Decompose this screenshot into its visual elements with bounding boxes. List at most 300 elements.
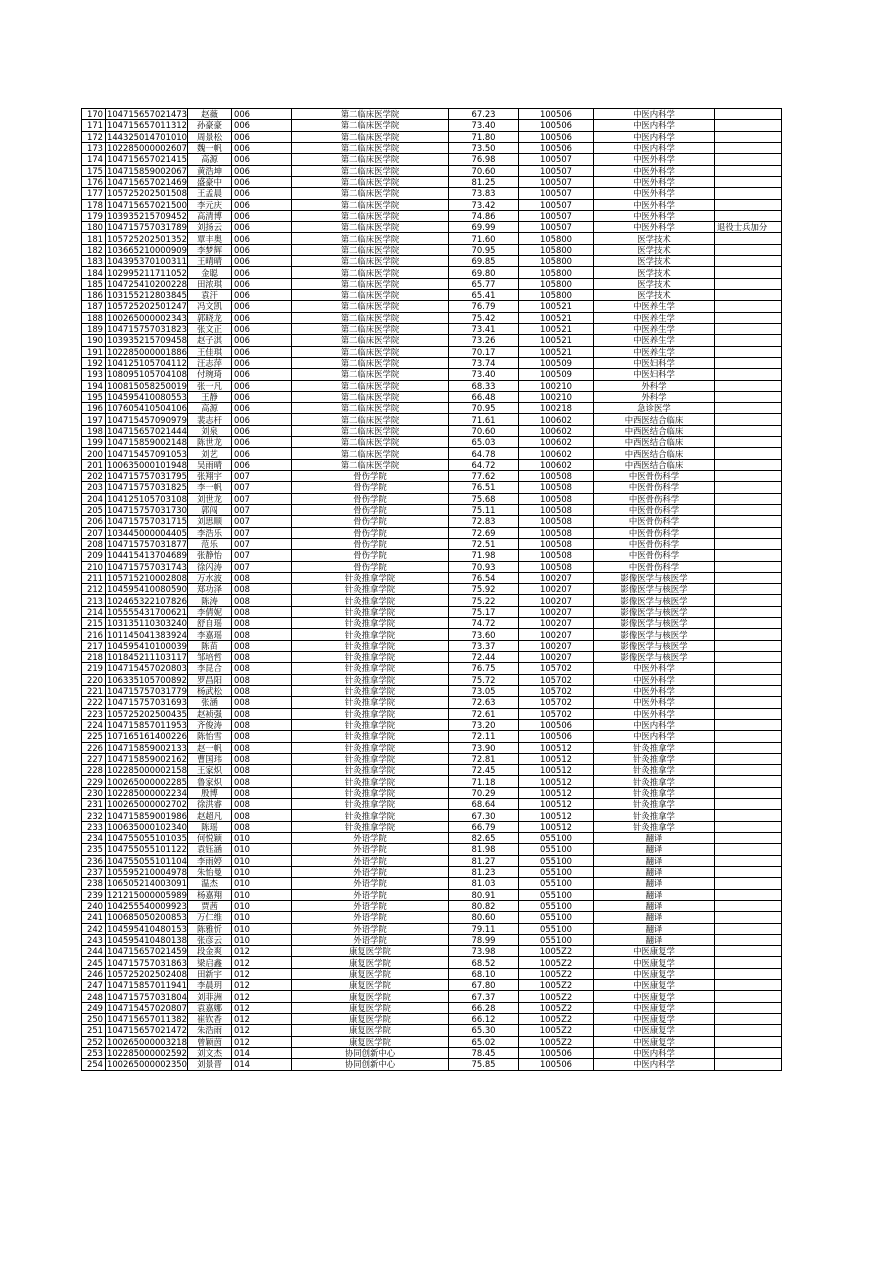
remark-cell — [715, 425, 782, 436]
score-cell: 65.77 — [449, 278, 519, 289]
row-number-cell: 194 — [82, 380, 106, 391]
college-code-cell: 008 — [232, 708, 292, 719]
remark-cell — [715, 663, 782, 674]
major-code-cell: 100207 — [519, 618, 594, 629]
major-code-cell: 100508 — [519, 516, 594, 527]
score-cell: 73.05 — [449, 685, 519, 696]
remark-cell — [715, 900, 782, 911]
row-number-cell: 231 — [82, 799, 106, 810]
college-code-cell: 007 — [232, 482, 292, 493]
exam-id-cell: 104715757031863 — [107, 957, 187, 968]
row-number-cell: 232 — [82, 810, 106, 821]
score-cell: 64.78 — [449, 448, 519, 459]
major-name-cell: 中医骨伤科学 — [594, 516, 715, 527]
table-row — [82, 380, 782, 391]
college-name-cell: 第二临床医学院 — [292, 380, 449, 391]
college-name-cell: 针灸推拿学院 — [292, 753, 449, 764]
student-name-cell: 曹国玮 — [188, 753, 232, 764]
college-code-cell: 012 — [232, 968, 292, 979]
row-number-cell: 229 — [82, 776, 106, 787]
row-number-cell: 214 — [82, 606, 106, 617]
major-name-cell: 中医康复学 — [594, 946, 715, 957]
major-name-cell: 翻译 — [594, 844, 715, 855]
score-cell: 73.60 — [449, 629, 519, 640]
major-code-cell: 1005Z2 — [519, 980, 594, 991]
table-row — [82, 968, 782, 979]
major-name-cell: 中医骨伤科学 — [594, 482, 715, 493]
college-name-cell: 骨伤学院 — [292, 527, 449, 538]
table-row — [82, 120, 782, 131]
college-code-cell: 006 — [232, 459, 292, 470]
exam-id-cell: 104715857011941 — [107, 980, 187, 991]
score-cell: 80.60 — [449, 912, 519, 923]
table-row — [82, 663, 782, 674]
remark-cell — [715, 878, 782, 889]
row-number-cell: 197 — [82, 414, 106, 425]
major-code-cell: 105800 — [519, 233, 594, 244]
major-name-cell: 中医养生学 — [594, 301, 715, 312]
college-code-cell: 008 — [232, 595, 292, 606]
major-code-cell: 100509 — [519, 369, 594, 380]
row-number-cell: 234 — [82, 833, 106, 844]
college-name-cell: 第二临床医学院 — [292, 425, 449, 436]
remark-cell — [715, 821, 782, 832]
row-number-cell: 209 — [82, 550, 106, 561]
table-row — [82, 312, 782, 323]
score-cell: 73.40 — [449, 120, 519, 131]
major-name-cell: 翻译 — [594, 934, 715, 945]
major-name-cell: 中医妇科学 — [594, 369, 715, 380]
college-name-cell: 第二临床医学院 — [292, 278, 449, 289]
score-cell: 75.92 — [449, 584, 519, 595]
major-name-cell: 中医骨伤科学 — [594, 504, 715, 515]
major-name-cell: 中医养生学 — [594, 323, 715, 334]
major-code-cell: 1005Z2 — [519, 957, 594, 968]
remark-cell — [715, 889, 782, 900]
table-row — [82, 572, 782, 583]
row-number-cell: 180 — [82, 222, 106, 233]
remark-cell — [715, 109, 782, 120]
college-code-cell: 014 — [232, 1059, 292, 1070]
college-name-cell: 第二临床医学院 — [292, 391, 449, 402]
student-name-cell: 刘文杰 — [188, 1047, 232, 1058]
major-code-cell: 100507 — [519, 222, 594, 233]
exam-id-cell: 108095105704108 — [107, 369, 187, 380]
student-name-cell: 张静怡 — [188, 550, 232, 561]
table-row — [82, 448, 782, 459]
score-cell: 73.26 — [449, 335, 519, 346]
score-cell: 79.11 — [449, 923, 519, 934]
major-name-cell: 中医外科学 — [594, 176, 715, 187]
major-name-cell: 中医康复学 — [594, 1036, 715, 1047]
major-name-cell: 医学技术 — [594, 290, 715, 301]
college-name-cell: 外语学院 — [292, 878, 449, 889]
college-name-cell: 康复医学院 — [292, 980, 449, 991]
student-name-cell: 贾茜 — [188, 900, 232, 911]
student-name-cell: 何悦颖 — [188, 833, 232, 844]
score-cell: 78.45 — [449, 1047, 519, 1058]
exam-id-cell: 103135110303240 — [107, 618, 187, 629]
exam-id-cell: 104715757031743 — [107, 561, 187, 572]
major-code-cell: 100509 — [519, 357, 594, 368]
remark-cell — [715, 810, 782, 821]
row-number-cell: 230 — [82, 787, 106, 798]
table-row — [82, 403, 782, 414]
remark-cell — [715, 1014, 782, 1025]
college-code-cell: 008 — [232, 652, 292, 663]
row-number-cell: 244 — [82, 946, 106, 957]
college-code-cell: 008 — [232, 663, 292, 674]
student-name-cell: 王佳琪 — [188, 346, 232, 357]
exam-id-cell: 104715457020807 — [107, 1002, 187, 1013]
college-code-cell: 006 — [232, 369, 292, 380]
remark-cell — [715, 1047, 782, 1058]
remark-cell — [715, 980, 782, 991]
college-code-cell: 008 — [232, 810, 292, 821]
remark-cell — [715, 176, 782, 187]
college-name-cell: 康复医学院 — [292, 1014, 449, 1025]
college-code-cell: 006 — [232, 267, 292, 278]
row-number-cell: 206 — [82, 516, 106, 527]
major-name-cell: 中医内科学 — [594, 731, 715, 742]
table-row — [82, 142, 782, 153]
exam-id-cell: 105725202501352 — [107, 233, 187, 244]
row-number-cell: 174 — [82, 154, 106, 165]
college-code-cell: 008 — [232, 776, 292, 787]
college-code-cell: 008 — [232, 572, 292, 583]
college-name-cell: 针灸推拿学院 — [292, 584, 449, 595]
major-code-cell: 100508 — [519, 504, 594, 515]
major-name-cell: 中西医结合临床 — [594, 448, 715, 459]
college-name-cell: 第二临床医学院 — [292, 403, 449, 414]
table-row — [82, 776, 782, 787]
major-code-cell: 100506 — [519, 719, 594, 730]
college-name-cell: 第二临床医学院 — [292, 120, 449, 131]
major-code-cell: 100508 — [519, 471, 594, 482]
major-code-cell: 1005Z2 — [519, 968, 594, 979]
student-name-cell: 张涵 — [188, 697, 232, 708]
remark-cell — [715, 290, 782, 301]
major-name-cell: 医学技术 — [594, 244, 715, 255]
table-row — [82, 222, 782, 233]
row-number-cell: 192 — [82, 357, 106, 368]
exam-id-cell: 100265000002350 — [107, 1059, 187, 1070]
row-number-cell: 178 — [82, 199, 106, 210]
college-code-cell: 008 — [232, 731, 292, 742]
college-name-cell: 骨伤学院 — [292, 561, 449, 572]
row-number-cell: 172 — [82, 131, 106, 142]
student-name-cell: 刘扬云 — [188, 222, 232, 233]
table-row — [82, 844, 782, 855]
score-cell: 74.86 — [449, 210, 519, 221]
table-row — [82, 244, 782, 255]
major-name-cell: 中医骨伤科学 — [594, 561, 715, 572]
score-cell: 73.37 — [449, 640, 519, 651]
score-cell: 76.51 — [449, 482, 519, 493]
row-number-cell: 179 — [82, 210, 106, 221]
row-number-cell: 200 — [82, 448, 106, 459]
student-name-cell: 袁嘉娜 — [188, 1002, 232, 1013]
major-name-cell: 影像医学与核医学 — [594, 584, 715, 595]
score-cell: 76.54 — [449, 572, 519, 583]
college-name-cell: 针灸推拿学院 — [292, 765, 449, 776]
major-code-cell: 100218 — [519, 403, 594, 414]
student-name-cell: 邹培哲 — [188, 652, 232, 663]
student-name-cell: 殷博 — [188, 787, 232, 798]
major-name-cell: 中医外科学 — [594, 199, 715, 210]
major-code-cell: 100512 — [519, 799, 594, 810]
table-row — [82, 855, 782, 866]
college-name-cell: 针灸推拿学院 — [292, 742, 449, 753]
exam-id-cell: 101145041383924 — [107, 629, 187, 640]
major-code-cell: 100521 — [519, 301, 594, 312]
remark-cell — [715, 640, 782, 651]
major-code-cell: 100602 — [519, 414, 594, 425]
table-row — [82, 1014, 782, 1025]
student-name-cell: 张一凡 — [188, 380, 232, 391]
remark-cell — [715, 799, 782, 810]
major-code-cell: 100602 — [519, 459, 594, 470]
remark-cell — [715, 731, 782, 742]
major-name-cell: 翻译 — [594, 866, 715, 877]
row-number-cell: 227 — [82, 753, 106, 764]
table-row — [82, 527, 782, 538]
score-cell: 81.03 — [449, 878, 519, 889]
major-name-cell: 中医内科学 — [594, 131, 715, 142]
major-name-cell: 影像医学与核医学 — [594, 606, 715, 617]
student-name-cell: 赵一帆 — [188, 742, 232, 753]
remark-cell: 退役士兵加分 — [715, 222, 782, 233]
student-name-cell: 刘思顺 — [188, 516, 232, 527]
college-name-cell: 第二临床医学院 — [292, 346, 449, 357]
student-name-cell: 裴志杆 — [188, 414, 232, 425]
major-code-cell: 105800 — [519, 244, 594, 255]
college-code-cell: 007 — [232, 493, 292, 504]
exam-id-cell: 104715657021459 — [107, 946, 187, 957]
college-code-cell: 012 — [232, 957, 292, 968]
score-cell: 73.50 — [449, 142, 519, 153]
college-code-cell: 006 — [232, 323, 292, 334]
score-cell: 70.93 — [449, 561, 519, 572]
exam-id-cell: 105725202502408 — [107, 968, 187, 979]
score-cell: 71.98 — [449, 550, 519, 561]
major-name-cell: 中医内科学 — [594, 1059, 715, 1070]
major-name-cell: 影像医学与核医学 — [594, 640, 715, 651]
row-number-cell: 177 — [82, 188, 106, 199]
college-code-cell: 006 — [232, 244, 292, 255]
row-number-cell: 191 — [82, 346, 106, 357]
college-name-cell: 第二临床医学院 — [292, 154, 449, 165]
score-cell: 68.33 — [449, 380, 519, 391]
row-number-cell: 237 — [82, 866, 106, 877]
score-cell: 70.95 — [449, 244, 519, 255]
exam-id-cell: 104255540009923 — [107, 901, 187, 912]
college-code-cell: 006 — [232, 154, 292, 165]
score-cell: 75.72 — [449, 674, 519, 685]
major-code-cell: 105702 — [519, 674, 594, 685]
table-row — [82, 957, 782, 968]
major-code-cell: 1005Z2 — [519, 1014, 594, 1025]
college-name-cell: 针灸推拿学院 — [292, 719, 449, 730]
student-name-cell: 朱浩雨 — [188, 1025, 232, 1036]
college-code-cell: 008 — [232, 697, 292, 708]
college-code-cell: 006 — [232, 256, 292, 267]
score-cell: 72.51 — [449, 538, 519, 549]
college-name-cell: 第二临床医学院 — [292, 210, 449, 221]
college-name-cell: 针灸推拿学院 — [292, 821, 449, 832]
score-cell: 66.79 — [449, 821, 519, 832]
major-name-cell: 医学技术 — [594, 278, 715, 289]
exam-id-cell: 104715657021500 — [107, 199, 187, 210]
exam-id-cell: 104595410100039 — [107, 640, 187, 651]
score-cell: 78.99 — [449, 934, 519, 945]
student-name-cell: 徐闪涛 — [188, 561, 232, 572]
major-code-cell: 105800 — [519, 278, 594, 289]
major-name-cell: 中医外科学 — [594, 154, 715, 165]
college-code-cell: 007 — [232, 527, 292, 538]
major-code-cell: 1005Z2 — [519, 991, 594, 1002]
major-code-cell: 100508 — [519, 482, 594, 493]
major-name-cell: 中医外科学 — [594, 708, 715, 719]
major-code-cell: 105800 — [519, 290, 594, 301]
remark-cell — [715, 957, 782, 968]
college-code-cell: 006 — [232, 414, 292, 425]
admission-table — [81, 108, 782, 1071]
college-name-cell: 针灸推拿学院 — [292, 674, 449, 685]
student-name-cell: 袁钰涵 — [188, 844, 232, 855]
row-number-cell: 176 — [82, 176, 106, 187]
score-cell: 75.11 — [449, 504, 519, 515]
college-name-cell: 第二临床医学院 — [292, 256, 449, 267]
remark-cell — [715, 448, 782, 459]
college-code-cell: 006 — [232, 425, 292, 436]
student-name-cell: 陈怡雪 — [188, 731, 232, 742]
score-cell: 65.03 — [449, 437, 519, 448]
remark-cell — [715, 346, 782, 357]
major-name-cell: 中医康复学 — [594, 957, 715, 968]
remark-cell — [715, 652, 782, 663]
score-cell: 65.41 — [449, 290, 519, 301]
college-name-cell: 针灸推拿学院 — [292, 776, 449, 787]
remark-cell — [715, 923, 782, 934]
score-cell: 71.80 — [449, 131, 519, 142]
score-cell: 73.98 — [449, 946, 519, 957]
remark-cell — [715, 697, 782, 708]
table-row — [82, 504, 782, 515]
major-code-cell: 105702 — [519, 663, 594, 674]
exam-id-cell: 104725410200228 — [107, 278, 187, 289]
score-cell: 81.25 — [449, 176, 519, 187]
major-name-cell: 中医外科学 — [594, 685, 715, 696]
row-number-cell: 183 — [82, 256, 106, 267]
student-name-cell: 李雨婷 — [188, 855, 232, 866]
row-number-cell: 184 — [82, 267, 106, 278]
college-name-cell: 针灸推拿学院 — [292, 618, 449, 629]
college-code-cell: 010 — [232, 844, 292, 855]
college-name-cell: 第二临床医学院 — [292, 357, 449, 368]
college-name-cell: 骨伤学院 — [292, 482, 449, 493]
row-number-cell: 246 — [82, 968, 106, 979]
table-row — [82, 369, 782, 380]
college-code-cell: 007 — [232, 516, 292, 527]
student-name-cell: 刘景晋 — [188, 1059, 232, 1070]
college-name-cell: 第二临床医学院 — [292, 369, 449, 380]
table-row — [82, 787, 782, 798]
row-number-cell: 218 — [82, 652, 106, 663]
remark-cell — [715, 301, 782, 312]
major-name-cell: 影像医学与核医学 — [594, 595, 715, 606]
row-number-cell: 203 — [82, 482, 106, 493]
college-code-cell: 006 — [232, 403, 292, 414]
row-number-cell: 187 — [82, 301, 106, 312]
major-code-cell: 100207 — [519, 595, 594, 606]
remark-cell — [715, 572, 782, 583]
remark-cell — [715, 765, 782, 776]
remark-cell — [715, 188, 782, 199]
row-number-cell: 236 — [82, 855, 106, 866]
remark-cell — [715, 708, 782, 719]
score-cell: 81.23 — [449, 866, 519, 877]
exam-id-cell: 104715757031825 — [107, 482, 187, 493]
college-name-cell: 针灸推拿学院 — [292, 595, 449, 606]
row-number-cell: 250 — [82, 1014, 106, 1025]
student-name-cell: 范乐 — [188, 538, 232, 549]
major-name-cell: 翻译 — [594, 900, 715, 911]
score-cell: 73.40 — [449, 369, 519, 380]
exam-id-cell: 104715657021469 — [107, 177, 187, 188]
major-name-cell: 针灸推拿学 — [594, 742, 715, 753]
score-cell: 71.61 — [449, 414, 519, 425]
college-name-cell: 康复医学院 — [292, 957, 449, 968]
student-name-cell: 田浓琪 — [188, 278, 232, 289]
major-code-cell: 100508 — [519, 538, 594, 549]
major-name-cell: 中医康复学 — [594, 1025, 715, 1036]
college-name-cell: 针灸推拿学院 — [292, 731, 449, 742]
score-cell: 76.79 — [449, 301, 519, 312]
row-number-cell: 242 — [82, 923, 106, 934]
major-name-cell: 外科学 — [594, 380, 715, 391]
college-name-cell: 针灸推拿学院 — [292, 629, 449, 640]
college-name-cell: 外语学院 — [292, 912, 449, 923]
major-name-cell: 针灸推拿学 — [594, 821, 715, 832]
major-code-cell: 100506 — [519, 131, 594, 142]
exam-id-cell: 121215000005989 — [107, 889, 187, 900]
table-row — [82, 538, 782, 549]
major-code-cell: 100507 — [519, 210, 594, 221]
score-cell: 77.62 — [449, 471, 519, 482]
row-number-cell: 216 — [82, 629, 106, 640]
major-name-cell: 中医外科学 — [594, 674, 715, 685]
major-code-cell: 100507 — [519, 154, 594, 165]
table-row — [82, 335, 782, 346]
major-code-cell: 100602 — [519, 437, 594, 448]
remark-cell — [715, 844, 782, 855]
college-name-cell: 骨伤学院 — [292, 493, 449, 504]
row-number-cell: 199 — [82, 437, 106, 448]
table-row — [82, 493, 782, 504]
table-row — [82, 550, 782, 561]
major-code-cell: 055100 — [519, 900, 594, 911]
student-name-cell: 张文正 — [188, 323, 232, 334]
score-cell: 72.44 — [449, 652, 519, 663]
score-cell: 73.74 — [449, 357, 519, 368]
table-row — [82, 425, 782, 436]
major-code-cell: 055100 — [519, 833, 594, 844]
exam-id-cell: 100265000002702 — [107, 799, 187, 810]
college-name-cell: 骨伤学院 — [292, 538, 449, 549]
score-cell: 64.72 — [449, 459, 519, 470]
major-name-cell: 中医康复学 — [594, 980, 715, 991]
